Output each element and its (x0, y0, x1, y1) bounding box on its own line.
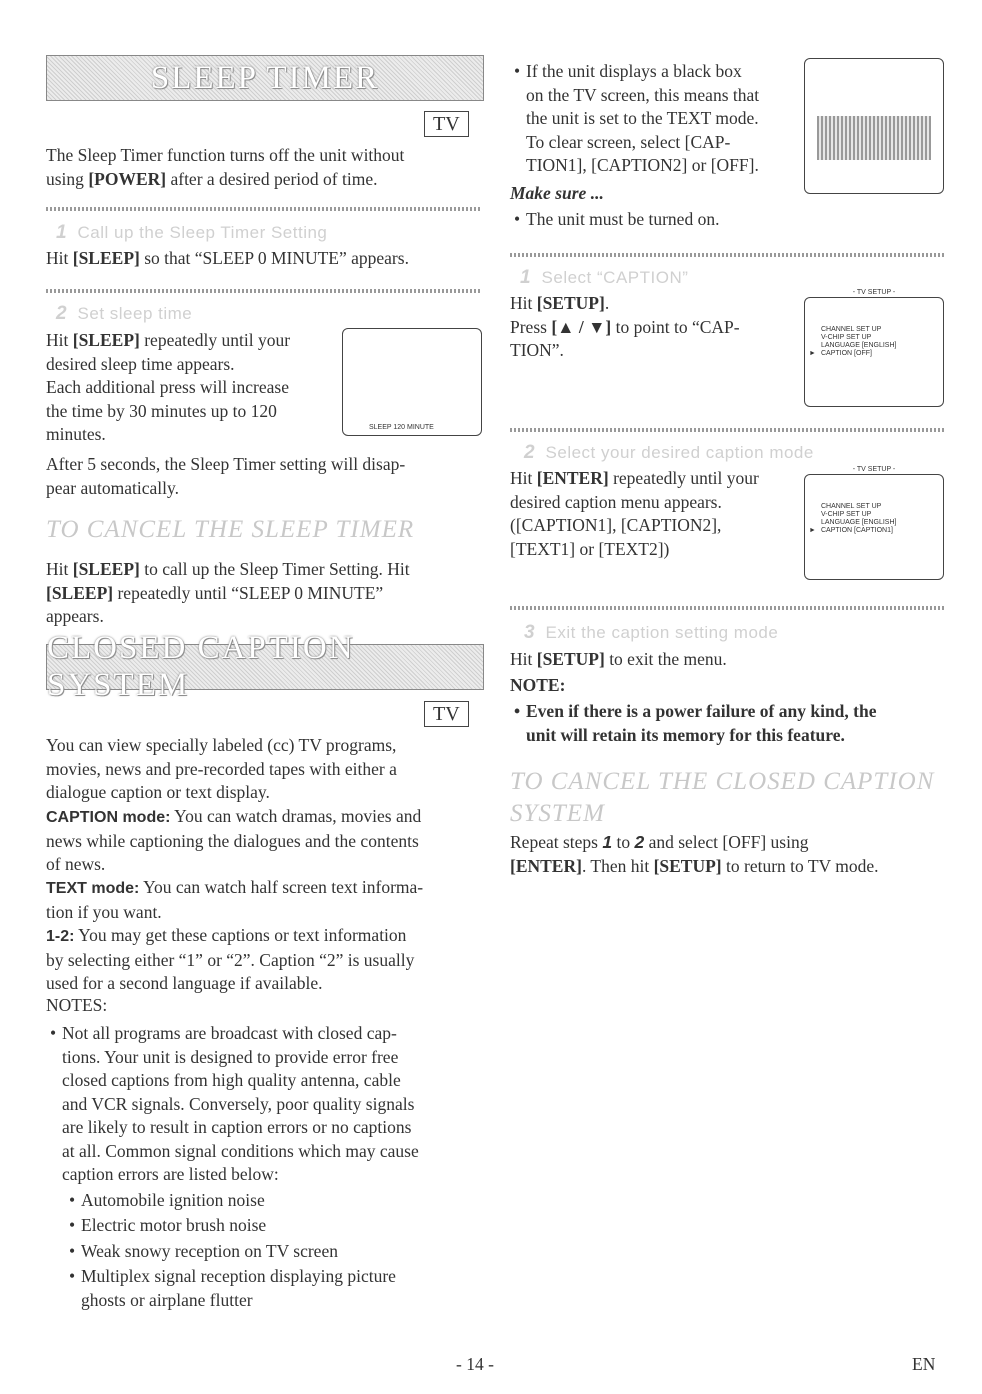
text: After 5 seconds, the Sleep Timer setting will disap- (46, 454, 406, 474)
caption-mode-label: CAPTION mode: (46, 809, 171, 826)
step-number: 1 (56, 222, 68, 243)
sleep-timer-title: SLEEP TIMER (150, 59, 380, 96)
text: Hit (510, 468, 537, 488)
text: closed captions from high quality antenna, cable (62, 1070, 401, 1090)
cancel-sleep-text (46, 558, 484, 629)
cc-step1-heading (520, 267, 688, 289)
text: caption errors are listed below: (62, 1164, 279, 1184)
text: desired caption menu appears. (510, 491, 722, 512)
make-sure-heading: Make sure ... (510, 183, 604, 203)
text-mode-text (46, 876, 484, 924)
menu-title (805, 466, 943, 473)
sleep-key: [SLEEP] (72, 248, 140, 268)
cc-intro (46, 734, 484, 805)
text: the time by 30 minutes up to 120 (46, 400, 277, 421)
sleep-intro-2a: using (46, 168, 89, 189)
text: SYSTEM (510, 800, 605, 827)
sleep-step2-text (46, 329, 346, 447)
one-two-label: 1-2: (46, 928, 75, 945)
text: pear automatically. (46, 477, 179, 498)
menu-item-text: CAPTION [CAPTION1] (821, 527, 893, 534)
cursor-arrow-icon: ► (809, 350, 816, 357)
text: Not all programs are broadcast with closed cap- (62, 1023, 397, 1043)
text: used for a second language if available. (46, 973, 323, 993)
arrow-keys: [▲ / ▼] (551, 316, 612, 337)
divider (510, 606, 946, 610)
step-number: 2 (524, 442, 536, 463)
text: Multiplex signal reception displaying picture (81, 1266, 396, 1286)
text: appears. (46, 606, 104, 626)
sleep-key: [SLEEP] (72, 330, 140, 350)
black-box-screen-illustration (804, 58, 944, 194)
sleep-timer-banner (46, 55, 484, 101)
sleep-step1-text (46, 247, 409, 271)
text: Each additional press will increase (46, 377, 289, 397)
closed-caption-banner (46, 630, 484, 703)
text: Even if there is a power failure of any kind, the (526, 701, 877, 721)
note-item (526, 700, 946, 747)
text: You can watch dramas, movies and (170, 806, 422, 826)
one-two-text (46, 924, 484, 996)
language-code: EN (912, 1354, 936, 1374)
cursor-arrow-icon: ► (809, 527, 816, 534)
menu-item: LANGUAGE [ENGLISH] (821, 519, 897, 526)
text: You can watch half screen text informa- (139, 877, 424, 897)
text: at all. Common signal conditions which may cause (62, 1140, 419, 1161)
menu-item-selected (809, 527, 896, 535)
divider (46, 207, 482, 211)
black-box-note (526, 60, 806, 178)
step-number: 3 (524, 622, 536, 643)
sleep-key: [SLEEP] (46, 582, 114, 603)
text: Press (510, 316, 552, 337)
text: Repeat steps (510, 832, 603, 852)
text: Hit (46, 330, 73, 350)
page-number: - 14 - (456, 1354, 494, 1374)
menu-list (809, 503, 897, 535)
menu-title-text: - TV SETUP - (850, 289, 899, 296)
text: ghosts or airplane flutter (81, 1289, 253, 1310)
cancel-sleep-heading: TO CANCEL THE SLEEP TIMER (46, 516, 415, 543)
sleep-intro-2c: after a desired period of time. (166, 168, 378, 189)
text: to exit the menu. (604, 649, 727, 669)
step-title: Set sleep time (77, 304, 193, 323)
text: are likely to result in caption errors or no captions (62, 1117, 412, 1137)
closed-caption-title: CLOSED CAPTION SYSTEM (47, 630, 355, 703)
text: repeatedly until your (608, 468, 759, 488)
menu-item: V-CHIP SET UP (821, 511, 872, 518)
enter-key: [ENTER] (536, 468, 609, 488)
text: TO CANCEL THE CLOSED CAPTION (510, 768, 935, 795)
cc-step3-heading (524, 622, 778, 644)
text: to call up the Sleep Timer Setting. Hit (139, 559, 410, 579)
text: by selecting either “1” or “2”. Caption “2” is usually (46, 949, 415, 970)
text: so that “SLEEP 0 MINUTE” appears. (139, 248, 409, 268)
text: tions. Your unit is designed to provide error free (62, 1046, 399, 1067)
text: Hit (46, 559, 73, 579)
step-title: Select “CAPTION” (541, 268, 689, 287)
text: to return to TV mode. (721, 855, 879, 876)
black-box-graphic (817, 116, 931, 160)
divider (46, 289, 482, 293)
menu-item: CHANNEL SET UP (821, 326, 882, 333)
menu-item: LANGUAGE [ENGLISH] (821, 342, 897, 349)
text: desired sleep time appears. (46, 353, 235, 374)
setup-key: [SETUP] (536, 293, 605, 313)
sleep-key: [SLEEP] (72, 559, 140, 579)
text: If the unit displays a black box (526, 61, 742, 81)
caption-mode-text (46, 805, 484, 877)
divider (510, 253, 946, 257)
menu-list (809, 326, 897, 358)
text: Hit (46, 248, 73, 268)
sleep-screen-text: SLEEP 120 MINUTE (369, 424, 434, 431)
tv-badge: TV (424, 701, 469, 727)
list-item: • Automobile ignition noise (81, 1189, 501, 1213)
setup-menu-screen-1 (804, 289, 944, 407)
sleep-intro-line1: The Sleep Timer function turns off the unit without (46, 145, 405, 165)
text-mode-label: TEXT mode: (46, 880, 140, 897)
note-heading: NOTE: (510, 675, 566, 695)
enter-key: [ENTER] (510, 855, 582, 876)
text: You can view specially labeled (cc) TV programs, (46, 735, 397, 755)
text: Hit (510, 649, 537, 669)
menu-title (805, 289, 943, 296)
step-ref: 1 (602, 832, 613, 852)
text: Hit (510, 293, 537, 313)
sleep-screen-illustration (342, 328, 482, 436)
text: news while captioning the dialogues and the contents (46, 830, 419, 851)
text: TION1], [CAPTION2] or [OFF]. (526, 155, 759, 175)
text: To clear screen, select [CAP- (526, 131, 731, 152)
setup-menu-screen-2 (804, 466, 944, 580)
cc-step2-heading (524, 442, 814, 464)
text: ([CAPTION1], [CAPTION2], (510, 515, 722, 535)
power-key: [POWER] (88, 168, 167, 189)
text: to point to “CAP- (611, 316, 740, 337)
list-item (81, 1265, 501, 1312)
menu-title-text: - TV SETUP - (850, 466, 899, 473)
menu-item-text: CAPTION [OFF] (821, 350, 872, 357)
step-number: 2 (56, 303, 68, 324)
cc-step1-text (510, 292, 800, 363)
text: to (612, 832, 635, 852)
sleep-step2-heading (56, 303, 192, 325)
text: tion if you want. (46, 901, 162, 922)
text: repeatedly until your (139, 330, 291, 350)
text: and select [OFF] using (644, 832, 809, 852)
sub-bullet-list (81, 1189, 501, 1313)
text: TION”. (510, 340, 564, 360)
step-title: Select your desired caption mode (545, 443, 814, 462)
step-title: Call up the Sleep Timer Setting (77, 223, 328, 242)
notes-list (62, 1022, 482, 1312)
text: dialogue caption or text display. (46, 782, 270, 802)
cc-step2-text (510, 467, 806, 561)
sleep-intro (46, 144, 484, 191)
setup-key: [SETUP] (653, 855, 722, 876)
text: repeatedly until “SLEEP 0 MINUTE” (113, 582, 384, 603)
list-item: • Weak snowy reception on TV screen (81, 1240, 501, 1264)
step-ref: 2 (634, 832, 645, 852)
cc-step3-text (510, 648, 727, 672)
text: [TEXT1] or [TEXT2]) (510, 538, 670, 559)
cancel-cc-heading (510, 766, 934, 830)
list-item: • Electric motor brush noise (81, 1214, 501, 1238)
sleep-step1-heading (56, 222, 327, 244)
note-item (62, 1022, 482, 1187)
step-title: Exit the caption setting mode (545, 623, 779, 642)
notes-heading: NOTES: (46, 995, 108, 1015)
text: You may get these captions or text information (74, 925, 407, 945)
text: and VCR signals. Conversely, poor quality signals (62, 1093, 415, 1114)
text: on the TV screen, this means that (526, 84, 760, 105)
text: movies, news and pre-recorded tapes with either a (46, 758, 397, 779)
menu-item: CHANNEL SET UP (821, 503, 882, 510)
menu-item: V-CHIP SET UP (821, 334, 872, 341)
text: unit will retain its memory for this feature. (526, 724, 845, 745)
text: . Then hit (581, 855, 654, 876)
step-number: 1 (520, 267, 532, 288)
tv-badge: TV (424, 111, 469, 137)
text: of news. (46, 854, 106, 874)
setup-key: [SETUP] (536, 649, 605, 669)
sleep-after-text (46, 453, 484, 500)
text: minutes. (46, 424, 106, 444)
cancel-cc-text (510, 831, 946, 878)
text: . (604, 293, 610, 313)
text: the unit is set to the TEXT mode. (526, 108, 759, 128)
divider (510, 428, 946, 432)
menu-item-selected (809, 350, 896, 358)
make-sure-item: • The unit must be turned on. (526, 208, 719, 232)
